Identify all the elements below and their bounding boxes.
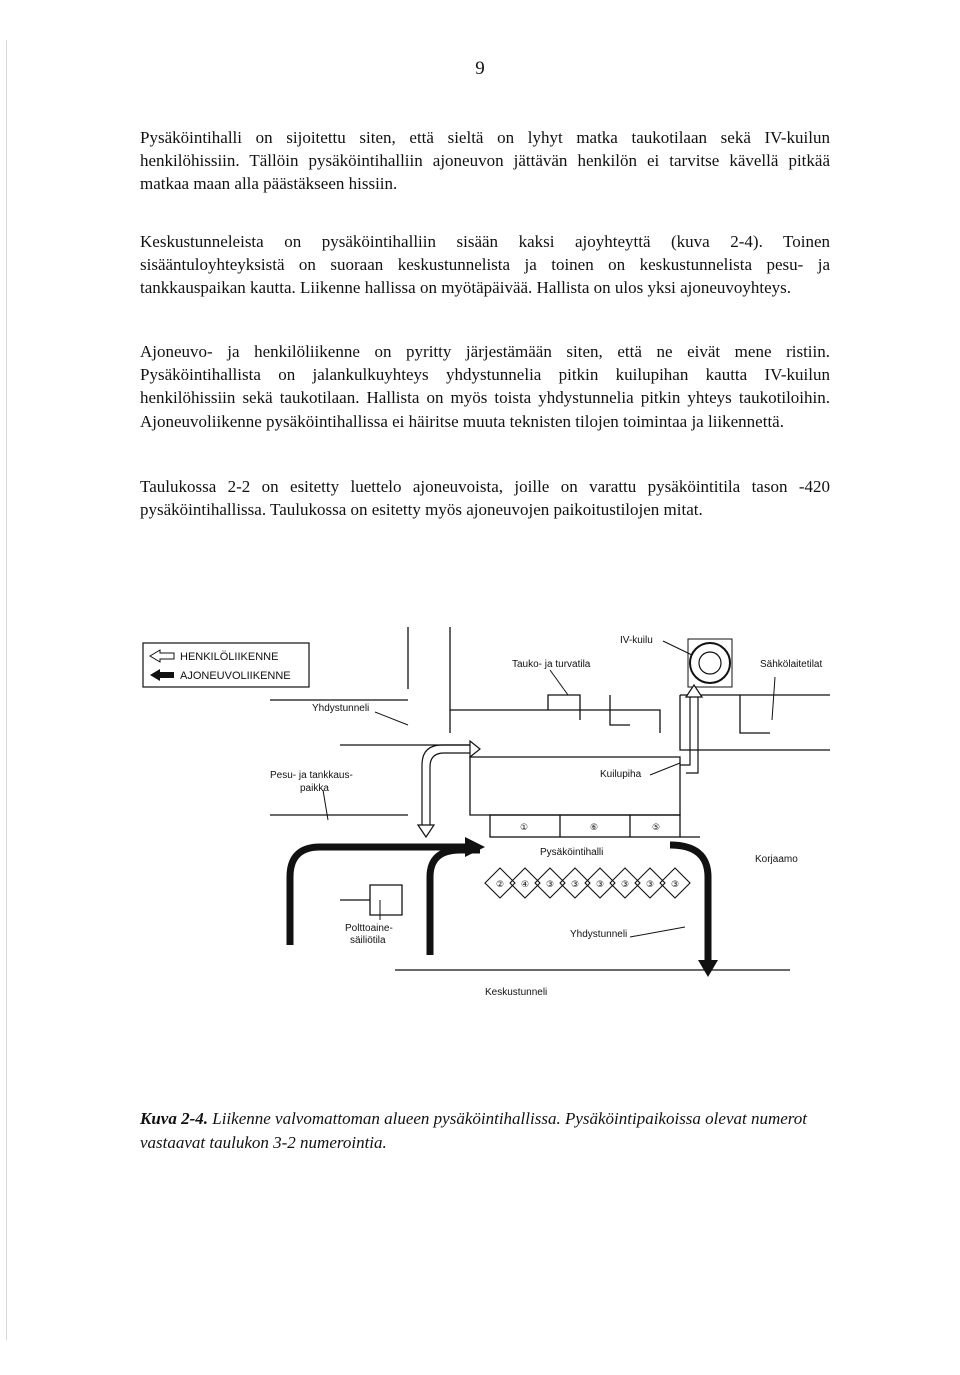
label-sahkolaitetilat: Sähkölaitetilat	[760, 659, 823, 670]
scan-edge-line	[6, 40, 7, 1340]
label-pesu-tankkaus-2: paikka	[300, 783, 329, 794]
parking-spot-6: ⑥	[590, 822, 599, 832]
label-polttoaine-2: säiliötila	[350, 935, 386, 946]
caption-text: Liikenne valvomattoman alueen pysäköintihallissa. Pysäköintipaikoissa olevat numerot vastaavat taulukon 3-2 numerointia.	[140, 1109, 807, 1152]
label-yhdystunneli-bottom: Yhdystunneli	[570, 929, 628, 940]
diagonal-parking-row	[485, 868, 690, 898]
parking-spot-3: ③	[671, 879, 680, 889]
iv-shaft-symbol	[688, 639, 732, 687]
parking-spot-3: ③	[596, 879, 605, 889]
vehicle-arrow-icon	[150, 669, 174, 681]
vehicle-arrow-icon	[465, 837, 485, 857]
legend-vehicle-label: AJONEUVOLIIKENNE	[180, 670, 291, 682]
label-keskustunneli: Keskustunneli	[485, 987, 548, 998]
tunnel-outlines	[270, 627, 830, 970]
label-pysakointihalli: Pysäköintihalli	[540, 847, 604, 858]
paragraph-2: Keskustunneleista on pysäköintihalliin sisään kaksi ajoyhteyttä (kuva 2-4). Toinen sisääntuloyhteyksistä on suoraan keskustunnelista ja toinen on keskustunnelista pesu- ja tankkauspaikan kautta. Liikenne hallissa on myötäpäivää. Hallista on ulos yksi ajoneuvoyhteys.	[140, 232, 830, 298]
parking-spot-4: ④	[521, 879, 530, 889]
figure-caption	[140, 1107, 830, 1155]
parking-hall-diagram	[140, 615, 830, 1035]
paragraph-4: Taulukossa 2-2 on esitetty luettelo ajoneuvoista, joille on varattu pysäköintitila tason -420 pysäköintihallissa. Taulukossa on esitetty myös ajoneuvojen paikoitustilojen mitat.	[140, 477, 830, 520]
parking-spot-5: ⑤	[652, 822, 661, 832]
label-polttoaine-1: Polttoaine-	[345, 923, 393, 934]
caption-prefix: Kuva 2-4.	[140, 1109, 208, 1128]
label-pesu-tankkaus-1: Pesu- ja tankkaus-	[270, 770, 353, 781]
paragraph-1: Pysäköintihalli on sijoitettu siten, että sieltä on lyhyt matka taukotilaan sekä IV-kuilun henkilöhissiin. Tällöin pysäköintihalliin ajoneuvon jättävän henkilön ei tarvitse kävellä pitkää matkaa maan alla päästäkseen hissiin.	[140, 128, 830, 194]
parking-spot-1: ①	[520, 822, 529, 832]
pedestrian-route	[418, 685, 702, 837]
parking-spot-3: ③	[571, 879, 580, 889]
page-number: 9	[475, 58, 485, 79]
parking-spot-2: ②	[496, 879, 505, 889]
parking-hall-figure	[140, 615, 830, 1035]
pedestrian-arrow-icon	[150, 650, 174, 662]
label-yhdystunneli-top: Yhdystunneli	[312, 703, 370, 714]
label-tauko-turvatila: Tauko- ja turvatila	[512, 659, 591, 670]
label-iv-kuilu: IV-kuilu	[620, 635, 653, 646]
parking-spot-3: ③	[646, 879, 655, 889]
parking-spot-3: ③	[546, 879, 555, 889]
label-kuilupiha: Kuilupiha	[600, 769, 642, 780]
label-korjaamo: Korjaamo	[755, 854, 798, 865]
legend-pedestrian-label: HENKILÖLIIKENNE	[180, 651, 279, 663]
vehicle-arrow-icon	[698, 960, 718, 977]
legend	[143, 643, 309, 687]
parking-spots-top	[520, 822, 660, 832]
parking-spot-3: ③	[621, 879, 630, 889]
paragraph-3: Ajoneuvo- ja henkilöliikenne on pyritty järjestämään siten, että ne eivät mene ristiin. Pysäköintihallista on jalankulkuyhteys yhdystunnelia pitkin kuilupihan kautta IV-kuilun henkilöhissiin sekä taukotilaan. Hallista on myös toista yhdystunnelia pitkin yhteys taukotiloihin. Ajoneuvoliikenne pysäköintihallissa ei häiritse muuta teknisten tilojen toimintaa ja liikennettä.	[140, 342, 830, 431]
